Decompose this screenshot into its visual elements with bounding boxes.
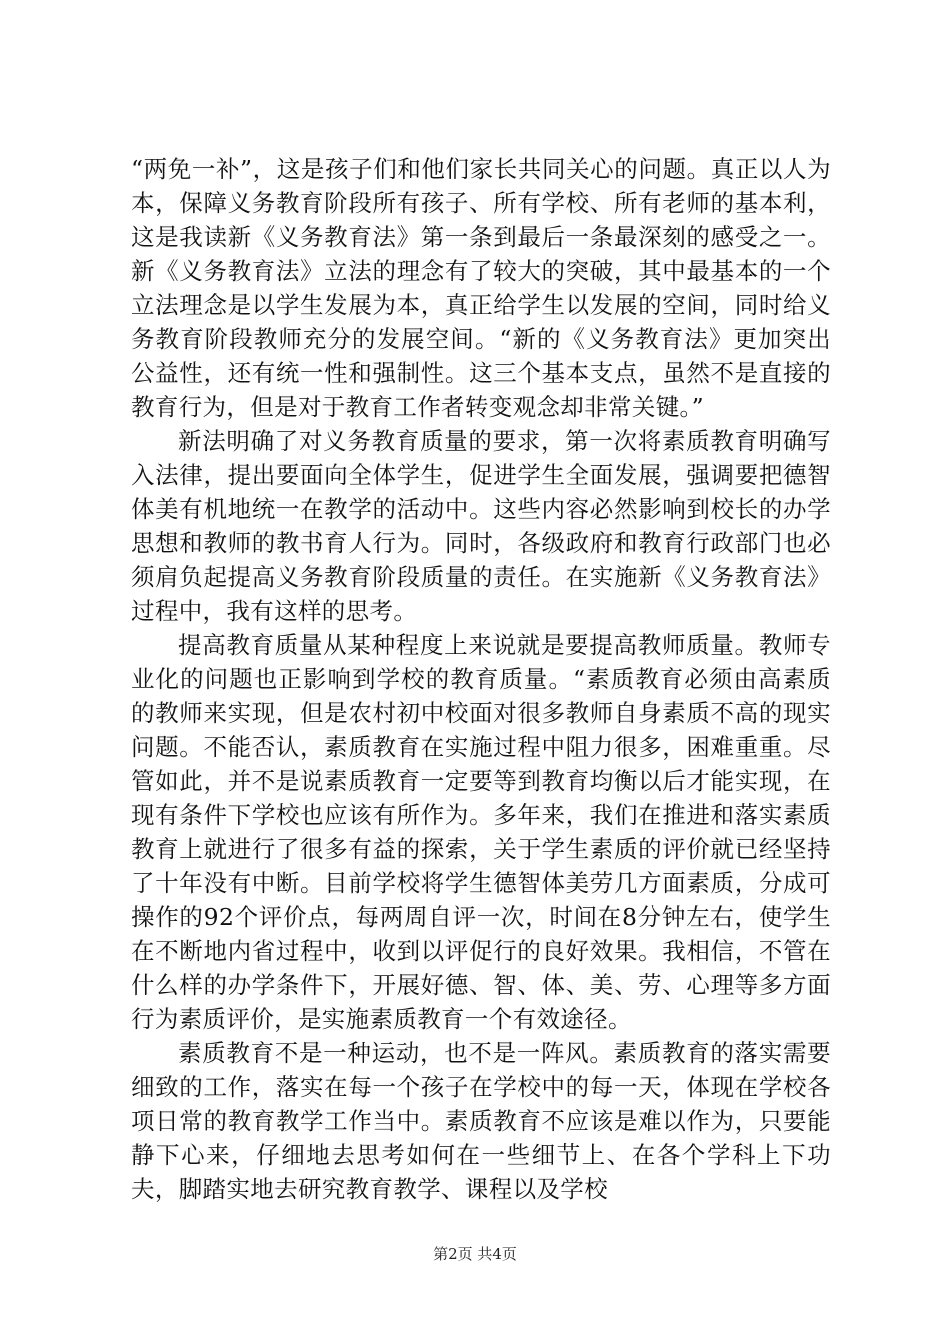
- paragraph-2: 新法明确了对义务教育质量的要求，第一次将素质教育明确写入法律，提出要面向全体学生，促进学生全面发展，强调要把德智体美有机地统一在教学的活动中。这些内容必然影响到校长的办学思想和教师的教书育人行为。同时，各级政府和教育行政部门也必须肩负起提高义务教育阶段质量的责任。在实施新《义务教育法》过程中，我有这样的思考。: [131, 427, 831, 625]
- paragraph-4: 素质教育不是一种运动，也不是一阵风。素质教育的落实需要细致的工作，落实在每一个孩子在学校中的每一天，体现在学校各项日常的教育教学工作当中。素质教育不应该是难以作为，只要能静下心来，仔细地去思考如何在一些细节上、在各个学科上下功夫，脚踏实地去研究教育教学、课程以及学校: [131, 1039, 831, 1203]
- document-body: [131, 152, 831, 1206]
- paragraph-3: 提高教育质量从某种程度上来说就是要提高教师质量。教师专业化的问题也正影响到学校的教育质量。“素质教育必须由高素质的教师来实现，但是农村初中校面对很多教师自身素质不高的现实问题。不能否认，素质教育在实施过程中阻力很多，困难重重。尽管如此，并不是说素质教育一定要等到教育均衡以后才能实现，在现有条件下学校也应该有所作为。多年来，我们在推进和落实素质教育上就进行了很多有益的探索，关于学生素质的评价就已经坚持了十年没有中断。目前学校将学生德智体美劳几方面素质，分成可操作的92个评价点，每两周自评一次，时间在8分钟左右，使学生在不断地内省过程中，收到以评促行的良好效果。我相信，不管在什么样的办学条件下，开展好德、智、体、美、劳、心理等多方面行为素质评价，是实施素质教育一个有效途径。: [131, 631, 831, 1033]
- page-footer: [0, 1244, 950, 1264]
- page-number-label: 第2页 共4页: [433, 1245, 517, 1263]
- paragraph-1: “两免一补”，这是孩子们和他们家长共同关心的问题。真正以人为本，保障义务教育阶段所有孩子、所有学校、所有老师的基本利，这是我读新《义务教育法》第一条到最后一条最深刻的感受之一。新《义务教育法》立法的理念有了较大的突破，其中最基本的一个立法理念是以学生发展为本，真正给学生以发展的空间，同时给义务教育阶段教师充分的发展空间。“新的《义务教育法》更加突出公益性，还有统一性和强制性。这三个基本支点，虽然不是直接的教育行为，但是对于教育工作者转变观念却非常关键。”: [131, 155, 831, 421]
